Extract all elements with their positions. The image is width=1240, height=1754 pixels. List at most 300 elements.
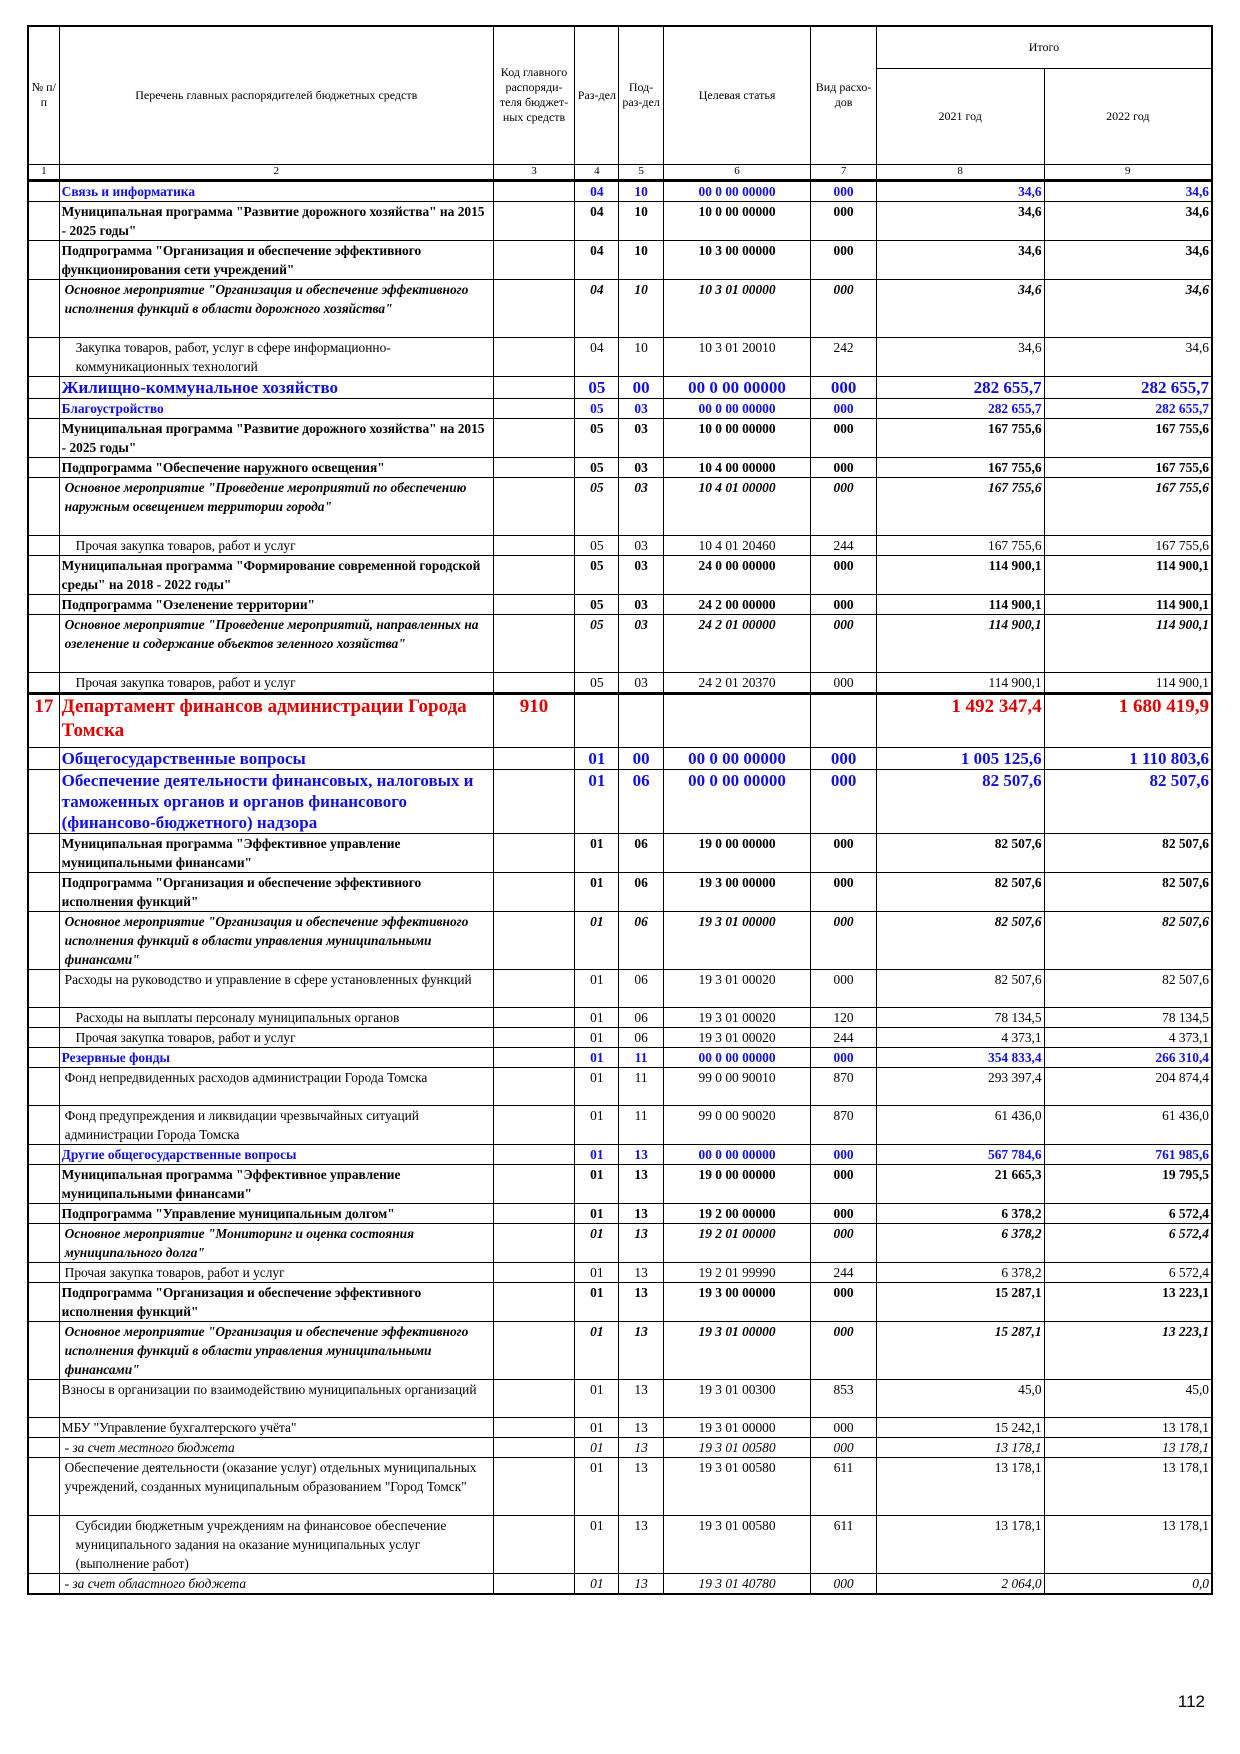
row-name: Основное мероприятие "Проведение мероприятий, направленных на озеленение и содержание объектов зеленного хозяйства" [59,614,493,672]
row-value-2022: 82 507,6 [1044,833,1212,872]
row-code [493,1047,574,1067]
row-num [28,1105,59,1144]
col-number: 7 [811,164,876,180]
row-target: 19 3 01 00300 [663,1379,811,1417]
row-value-2021: 15 287,1 [876,1321,1044,1379]
row-value-2021: 21 665,3 [876,1164,1044,1203]
row-subsection: 03 [619,614,663,672]
row-subsection: 13 [619,1379,663,1417]
row-code [493,1223,574,1262]
row-value-2022: 4 373,1 [1044,1027,1212,1047]
row-target: 10 0 00 00000 [663,418,811,457]
row-target: 10 4 00 00000 [663,457,811,477]
row-num [28,1203,59,1223]
row-subsection: 13 [619,1203,663,1223]
row-num [28,1573,59,1594]
row-section: 05 [575,477,619,535]
row-value-2021: 15 242,1 [876,1417,1044,1437]
table-row [28,614,1212,672]
row-code [493,418,574,457]
row-value-2022: 761 985,6 [1044,1144,1212,1164]
row-name: - за счет областного бюджета [59,1573,493,1594]
row-value-2022: 34,6 [1044,279,1212,337]
row-value-2022: 167 755,6 [1044,477,1212,535]
row-name: Фонд непредвиденных расходов администрации Города Томска [59,1067,493,1105]
row-section: 04 [575,180,619,201]
row-target: 00 0 00 00000 [663,398,811,418]
table-row [28,911,1212,969]
row-subsection: 06 [619,911,663,969]
row-exp-type: 000 [811,872,876,911]
row-value-2022: 6 572,4 [1044,1223,1212,1262]
row-subsection: 11 [619,1047,663,1067]
row-target: 00 0 00 00000 [663,747,811,769]
row-exp-type: 244 [811,1262,876,1282]
row-name: Подпрограмма "Организация и обеспечение эффективного исполнения функций" [59,1282,493,1321]
row-target: 00 0 00 00000 [663,1144,811,1164]
row-target: 10 3 01 00000 [663,279,811,337]
row-value-2022: 114 900,1 [1044,555,1212,594]
row-exp-type: 000 [811,769,876,833]
row-exp-type: 000 [811,1417,876,1437]
table-row [28,1067,1212,1105]
row-code [493,1515,574,1573]
col-number: 8 [876,164,1044,180]
row-value-2021: 282 655,7 [876,398,1044,418]
row-code [493,594,574,614]
row-value-2021: 167 755,6 [876,535,1044,555]
row-num: 17 [28,693,59,747]
row-exp-type: 000 [811,614,876,672]
row-num [28,872,59,911]
row-value-2022: 167 755,6 [1044,457,1212,477]
row-code [493,201,574,240]
row-target: 10 3 01 20010 [663,337,811,376]
row-value-2021: 6 378,2 [876,1262,1044,1282]
row-subsection: 13 [619,1282,663,1321]
row-target: 19 3 01 40780 [663,1573,811,1594]
header-name: Перечень главных распорядителей бюджетных средств [59,26,493,164]
row-value-2022: 6 572,4 [1044,1203,1212,1223]
row-target: 24 2 01 00000 [663,614,811,672]
row-section: 01 [575,1105,619,1144]
row-section: 01 [575,969,619,1007]
row-target [663,693,811,747]
row-subsection: 03 [619,477,663,535]
row-code [493,457,574,477]
row-name: Благоустройство [59,398,493,418]
row-subsection: 13 [619,1321,663,1379]
table-row [28,180,1212,201]
row-subsection: 03 [619,457,663,477]
row-name: Подпрограмма "Обеспечение наружного освещения" [59,457,493,477]
row-value-2022: 13 178,1 [1044,1417,1212,1437]
row-code [493,614,574,672]
col-number: 1 [28,164,59,180]
row-value-2022: 82 507,6 [1044,872,1212,911]
row-section: 01 [575,1417,619,1437]
row-exp-type: 000 [811,1282,876,1321]
row-code [493,1027,574,1047]
row-code [493,1067,574,1105]
row-subsection: 11 [619,1067,663,1105]
row-value-2022: 82 507,6 [1044,969,1212,1007]
row-exp-type: 000 [811,672,876,693]
row-num [28,1515,59,1573]
row-value-2022: 34,6 [1044,180,1212,201]
row-exp-type: 000 [811,201,876,240]
row-section: 04 [575,240,619,279]
row-exp-type: 244 [811,535,876,555]
table-row [28,833,1212,872]
row-value-2021: 15 287,1 [876,1282,1044,1321]
row-section: 05 [575,457,619,477]
row-name: Общегосударственные вопросы [59,747,493,769]
row-value-2022: 78 134,5 [1044,1007,1212,1027]
row-subsection: 13 [619,1417,663,1437]
row-target: 99 0 00 90020 [663,1105,811,1144]
row-name: Основное мероприятие "Мониторинг и оценка состояния муниципального долга" [59,1223,493,1262]
row-target: 19 3 01 00020 [663,1007,811,1027]
row-target: 19 3 01 00000 [663,1417,811,1437]
row-code [493,1262,574,1282]
row-num [28,398,59,418]
row-num [28,1027,59,1047]
row-value-2022: 82 507,6 [1044,911,1212,969]
row-value-2021: 2 064,0 [876,1573,1044,1594]
row-target: 00 0 00 00000 [663,180,811,201]
row-exp-type: 000 [811,279,876,337]
row-value-2021: 567 784,6 [876,1144,1044,1164]
row-name: Основное мероприятие "Организация и обеспечение эффективного исполнения функций в области дорожного хозяйства" [59,279,493,337]
row-code [493,1417,574,1437]
row-num [28,457,59,477]
row-section: 05 [575,555,619,594]
row-name: Основное мероприятие "Организация и обеспечение эффективного исполнения функций в области управления муниципальными финансами" [59,1321,493,1379]
table-row [28,555,1212,594]
row-code [493,1573,574,1594]
row-value-2022: 114 900,1 [1044,614,1212,672]
row-target: 10 4 01 00000 [663,477,811,535]
row-target: 24 2 01 20370 [663,672,811,693]
row-value-2021: 34,6 [876,279,1044,337]
table-row [28,1223,1212,1262]
row-num [28,418,59,457]
table-row [28,337,1212,376]
table-body [28,180,1212,1594]
row-code [493,398,574,418]
row-value-2021: 4 373,1 [876,1027,1044,1047]
col-number: 5 [619,164,663,180]
row-name: Прочая закупка товаров, работ и услуг [59,672,493,693]
table-row [28,1379,1212,1417]
row-subsection: 13 [619,1144,663,1164]
table-row [28,1105,1212,1144]
row-value-2022: 13 178,1 [1044,1457,1212,1515]
row-target: 24 2 00 00000 [663,594,811,614]
row-name: Муниципальная программа "Эффективное управление муниципальными финансами" [59,833,493,872]
row-section: 01 [575,1047,619,1067]
row-value-2022: 114 900,1 [1044,672,1212,693]
row-exp-type: 000 [811,180,876,201]
row-name: Прочая закупка товаров, работ и услуг [59,535,493,555]
table-row [28,594,1212,614]
row-section: 01 [575,1007,619,1027]
row-num [28,1262,59,1282]
row-target: 24 0 00 00000 [663,555,811,594]
row-name: Обеспечение деятельности финансовых, налоговых и таможенных органов и органов финансового (финансово-бюджетного) надзора [59,769,493,833]
row-name: Фонд предупреждения и ликвидации чрезвычайных ситуаций администрации Города Томска [59,1105,493,1144]
row-section: 05 [575,418,619,457]
row-target: 19 0 00 00000 [663,1164,811,1203]
row-code [493,872,574,911]
row-num [28,1047,59,1067]
table-row [28,1515,1212,1573]
row-section: 05 [575,594,619,614]
row-code [493,1164,574,1203]
row-section: 01 [575,1144,619,1164]
row-name: Субсидии бюджетным учреждениям на финансовое обеспечение муниципального задания на оказание муниципальных услуг (выполнение работ) [59,1515,493,1573]
row-value-2021: 82 507,6 [876,833,1044,872]
row-target: 19 3 01 00000 [663,1321,811,1379]
row-num [28,279,59,337]
row-subsection: 06 [619,769,663,833]
row-value-2021: 13 178,1 [876,1437,1044,1457]
row-value-2021: 114 900,1 [876,614,1044,672]
row-value-2022: 19 795,5 [1044,1164,1212,1203]
row-target: 19 3 00 00000 [663,872,811,911]
row-num [28,1417,59,1437]
row-subsection: 10 [619,240,663,279]
row-value-2021: 61 436,0 [876,1105,1044,1144]
row-code [493,535,574,555]
row-section: 01 [575,1223,619,1262]
row-num [28,1144,59,1164]
row-value-2021: 167 755,6 [876,418,1044,457]
table-row [28,872,1212,911]
table-row [28,418,1212,457]
row-value-2022: 282 655,7 [1044,376,1212,398]
row-subsection: 03 [619,398,663,418]
row-code [493,555,574,594]
row-target: 19 2 01 00000 [663,1223,811,1262]
row-value-2021: 114 900,1 [876,594,1044,614]
row-name: Муниципальная программа "Эффективное управление муниципальными финансами" [59,1164,493,1203]
row-value-2021: 6 378,2 [876,1203,1044,1223]
row-num [28,1379,59,1417]
row-subsection: 06 [619,833,663,872]
row-code [493,833,574,872]
row-value-2021: 167 755,6 [876,457,1044,477]
row-value-2021: 34,6 [876,337,1044,376]
row-num [28,614,59,672]
row-subsection: 13 [619,1437,663,1457]
row-subsection: 00 [619,376,663,398]
row-exp-type: 242 [811,337,876,376]
row-code [493,1282,574,1321]
row-value-2022: 167 755,6 [1044,535,1212,555]
row-value-2022: 45,0 [1044,1379,1212,1417]
row-exp-type: 120 [811,1007,876,1027]
row-section: 01 [575,1573,619,1594]
row-section [575,693,619,747]
table-row [28,693,1212,747]
row-num [28,1321,59,1379]
row-value-2022: 13 223,1 [1044,1282,1212,1321]
row-value-2022: 167 755,6 [1044,418,1212,457]
table-row [28,201,1212,240]
col-number: 9 [1044,164,1212,180]
row-target: 00 0 00 00000 [663,376,811,398]
row-value-2021: 114 900,1 [876,555,1044,594]
row-value-2021: 293 397,4 [876,1067,1044,1105]
row-num [28,769,59,833]
row-section: 04 [575,337,619,376]
row-name: Взносы в организации по взаимодействию муниципальных организаций [59,1379,493,1417]
row-name: Резервные фонды [59,1047,493,1067]
row-exp-type: 853 [811,1379,876,1417]
header-2021: 2021 год [876,68,1044,164]
row-subsection: 06 [619,872,663,911]
row-name: Муниципальная программа "Развитие дорожного хозяйства" на 2015 - 2025 годы" [59,201,493,240]
row-value-2022: 34,6 [1044,337,1212,376]
row-value-2021: 282 655,7 [876,376,1044,398]
row-name: Расходы на выплаты персоналу муниципальных органов [59,1007,493,1027]
table-row [28,1047,1212,1067]
table-row [28,457,1212,477]
row-target: 19 3 01 00020 [663,969,811,1007]
row-section: 01 [575,1379,619,1417]
row-value-2022: 61 436,0 [1044,1105,1212,1144]
row-section: 05 [575,535,619,555]
row-subsection: 10 [619,201,663,240]
row-section: 01 [575,1282,619,1321]
row-code [493,376,574,398]
row-target: 19 3 01 00020 [663,1027,811,1047]
row-num [28,833,59,872]
row-value-2021: 167 755,6 [876,477,1044,535]
budget-table [27,25,1213,1595]
row-num [28,1164,59,1203]
row-target: 19 2 01 99990 [663,1262,811,1282]
row-code [493,477,574,535]
row-name: Обеспечение деятельности (оказание услуг) отдельных муниципальных учреждений, созданных муниципальным образованием "Город Томск" [59,1457,493,1515]
row-num [28,1223,59,1262]
row-subsection: 13 [619,1573,663,1594]
row-name: Подпрограмма "Управление муниципальным долгом" [59,1203,493,1223]
row-exp-type: 000 [811,833,876,872]
row-target: 19 3 01 00000 [663,911,811,969]
table-row [28,1437,1212,1457]
row-name: - за счет местного бюджета [59,1437,493,1457]
table-row [28,1007,1212,1027]
row-value-2021: 13 178,1 [876,1515,1044,1573]
row-value-2022: 0,0 [1044,1573,1212,1594]
header-subsection: Под-раз-дел [619,26,663,164]
row-section: 04 [575,279,619,337]
row-code [493,240,574,279]
row-value-2021: 78 134,5 [876,1007,1044,1027]
row-code [493,1105,574,1144]
row-code [493,1007,574,1027]
row-value-2021: 82 507,6 [876,769,1044,833]
table-row [28,1457,1212,1515]
table-row [28,376,1212,398]
row-exp-type: 000 [811,457,876,477]
row-code [493,747,574,769]
row-section: 01 [575,833,619,872]
row-name: Подпрограмма "Организация и обеспечение эффективного исполнения функций" [59,872,493,911]
row-name: Другие общегосударственные вопросы [59,1144,493,1164]
row-subsection: 10 [619,279,663,337]
row-subsection: 13 [619,1262,663,1282]
row-subsection: 03 [619,535,663,555]
row-exp-type: 000 [811,1047,876,1067]
table-row [28,279,1212,337]
header-num: № п/п [28,26,59,164]
row-subsection: 03 [619,672,663,693]
row-value-2022: 114 900,1 [1044,594,1212,614]
row-section: 01 [575,1067,619,1105]
row-exp-type: 000 [811,911,876,969]
row-exp-type: 000 [811,1437,876,1457]
row-exp-type: 000 [811,240,876,279]
row-subsection: 00 [619,747,663,769]
table-row [28,477,1212,535]
row-target: 00 0 00 00000 [663,1047,811,1067]
row-value-2021: 354 833,4 [876,1047,1044,1067]
table-row [28,747,1212,769]
row-value-2022: 34,6 [1044,240,1212,279]
row-num [28,376,59,398]
row-code [493,769,574,833]
col-number: 4 [575,164,619,180]
row-exp-type: 000 [811,398,876,418]
row-value-2022: 282 655,7 [1044,398,1212,418]
table-row [28,1203,1212,1223]
row-exp-type: 611 [811,1457,876,1515]
row-code [493,1437,574,1457]
row-section: 01 [575,769,619,833]
row-section: 01 [575,747,619,769]
row-value-2022: 34,6 [1044,201,1212,240]
row-section: 05 [575,672,619,693]
table-row [28,1144,1212,1164]
page-number: 112 [1177,1692,1205,1711]
row-name: Прочая закупка товаров, работ и услуг [59,1027,493,1047]
row-code [493,279,574,337]
row-name: Муниципальная программа "Формирование современной городской среды" на 2018 - 2022 годы" [59,555,493,594]
row-section: 05 [575,376,619,398]
row-code [493,1379,574,1417]
row-num [28,1457,59,1515]
row-exp-type: 000 [811,1203,876,1223]
table-row [28,769,1212,833]
header-code: Код главного распоряди-теля бюджет-ных средств [493,26,574,164]
row-exp-type [811,693,876,747]
table-row [28,1573,1212,1594]
table-row [28,240,1212,279]
table-row [28,1262,1212,1282]
row-name: Жилищно-коммунальное хозяйство [59,376,493,398]
row-target: 99 0 00 90010 [663,1067,811,1105]
row-subsection: 13 [619,1223,663,1262]
row-section: 01 [575,1164,619,1203]
table-row [28,672,1212,693]
row-value-2022: 204 874,4 [1044,1067,1212,1105]
row-section: 01 [575,1437,619,1457]
row-value-2022: 1 680 419,9 [1044,693,1212,747]
